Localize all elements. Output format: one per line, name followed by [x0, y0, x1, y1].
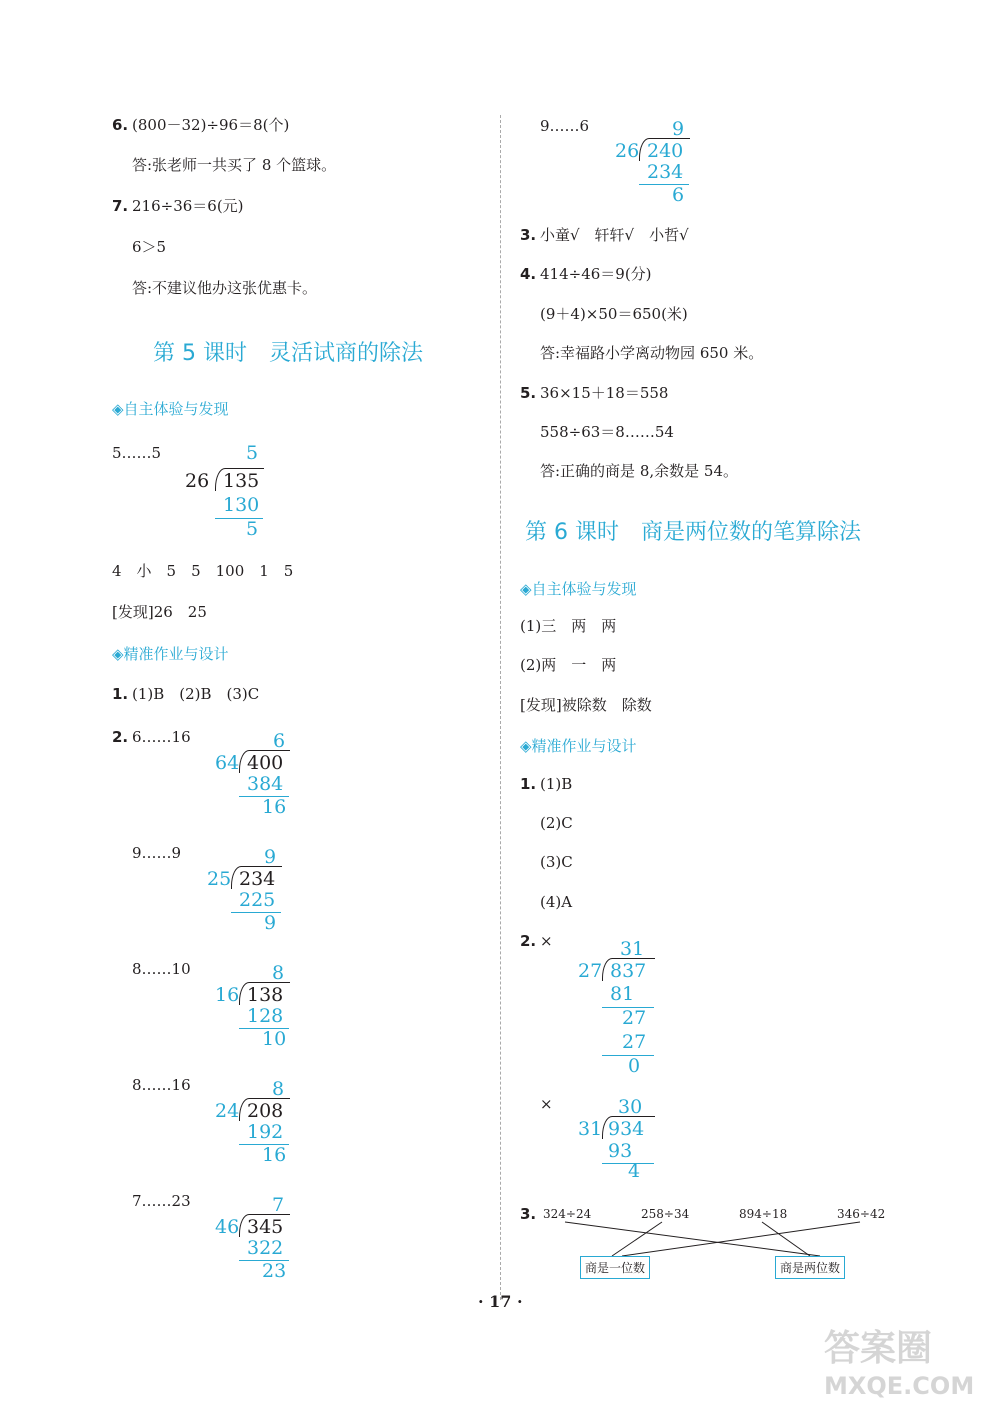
section-homework-right: ◈精准作业与设计: [520, 737, 637, 755]
ld-subtract1: 81: [610, 983, 635, 1005]
ld-remainder: 4: [628, 1160, 641, 1182]
ld-remainder: 0: [628, 1055, 641, 1077]
q6-answer: 答:张老师一共买了 8 个篮球。: [132, 156, 337, 174]
ld-quotient: 8: [272, 1078, 285, 1100]
ld-subtract: 192: [247, 1121, 284, 1143]
fill-line: 4 小 5 5 100 1 5: [112, 562, 294, 580]
ld-dividend: 400: [247, 752, 284, 774]
ld-quotient: 7: [272, 1194, 285, 1216]
explore-1: (1)三 两 两: [520, 617, 617, 635]
ld0-quotient: 5: [246, 442, 259, 464]
svg-text:MXQE.COM: MXQE.COM: [824, 1372, 975, 1400]
box-one-digit: 商是一位数: [580, 1256, 650, 1279]
ld0-divisor: 26: [185, 470, 210, 492]
ld0-dividend: 135: [223, 470, 260, 492]
ld-remainder: 9: [264, 912, 277, 934]
q5-answer: 答:正确的商是 8,余数是 54。: [540, 462, 738, 480]
ld-remainder: 23: [262, 1260, 287, 1282]
ld-dividend: 345: [247, 1216, 284, 1238]
discover-right: [发现]被除数 除数: [520, 696, 652, 714]
ld-remainder: 10: [262, 1028, 287, 1050]
section-homework-left: ◈精准作业与设计: [112, 645, 229, 663]
ld-divisor: 24: [215, 1100, 240, 1122]
wrong-mark: ×: [540, 932, 553, 950]
h2-number: 2.: [520, 932, 537, 950]
ld-subtract: 128: [247, 1005, 284, 1027]
section-explore-right: ◈自主体验与发现: [520, 580, 637, 598]
ld-remainder: 6: [672, 184, 685, 206]
q2-number: 2.: [112, 728, 129, 746]
ld-subtract: 225: [239, 889, 276, 911]
ld-subtract2: 27: [622, 1031, 647, 1053]
h3-number: 3.: [520, 1205, 537, 1223]
ld-quotient: 9: [672, 118, 685, 140]
q3-answer: 小童√ 轩轩√ 小哲√: [540, 226, 689, 244]
division-result: 8……16: [132, 1076, 191, 1094]
ld0-subtract: 130: [223, 494, 260, 516]
ld-divisor: 46: [215, 1216, 240, 1238]
ld-middle: 27: [622, 1007, 647, 1029]
q3-number: 3.: [520, 226, 537, 244]
q5-expression1: 36×15＋18＝558: [540, 384, 669, 402]
lesson5-title: 第 5 课时 灵活试商的除法: [153, 341, 423, 366]
q4-number: 4.: [520, 265, 537, 283]
match-expr: 894÷18: [739, 1207, 788, 1221]
lesson6-title: 第 6 课时 商是两位数的笔算除法: [525, 520, 861, 545]
ld-dividend: 837: [610, 960, 647, 982]
q7-answer: 答:不建议他办这张优惠卡。: [132, 279, 318, 297]
q4-expression2: (9＋4)×50＝650(米): [540, 305, 688, 323]
ld-subtract: 322: [247, 1237, 284, 1259]
explore-2: (2)两 一 两: [520, 656, 617, 674]
division-result: 6……16: [132, 728, 191, 746]
ld-subtract: 93: [608, 1140, 633, 1162]
ld-remainder: 16: [262, 1144, 287, 1166]
q6-number: 6.: [112, 116, 129, 134]
ld-subtract: 384: [247, 773, 284, 795]
q7-expression: 216÷36＝6(元): [132, 197, 244, 215]
discover-left: [发现]26 25: [112, 603, 207, 621]
ld0-remainder: 5: [246, 518, 259, 540]
ld-quotient: 6: [273, 730, 286, 752]
q4-expression1: 414÷46＝9(分): [540, 265, 652, 283]
h1-c: (3)C: [540, 853, 573, 871]
division-result: 7……23: [132, 1192, 191, 1210]
column-divider: [500, 115, 501, 1300]
ld-dividend: 934: [608, 1118, 645, 1140]
q5-number: 5.: [520, 384, 537, 402]
match-expr: 324÷24: [543, 1207, 592, 1221]
matching-lines: [540, 1220, 880, 1260]
ld-dividend: 240: [647, 140, 684, 162]
q7-number: 7.: [112, 197, 129, 215]
page-number: · 17 ·: [478, 1292, 523, 1311]
ld-quotient: 8: [272, 962, 285, 984]
ld0-result: 5……5: [112, 444, 162, 462]
ld-divisor: 26: [615, 140, 640, 162]
q4-answer: 答:幸福路小学离动物园 650 米。: [540, 344, 764, 362]
q6-expression: (800－32)÷96＝8(个): [132, 116, 290, 134]
ld-quotient: 31: [620, 938, 645, 960]
division-result: 9……9: [132, 844, 182, 862]
ld-dividend: 234: [239, 868, 276, 890]
top-result: 9……6: [540, 117, 590, 135]
match-expr: 258÷34: [641, 1207, 690, 1221]
q7-comparison: 6＞5: [132, 238, 167, 256]
ld-dividend: 138: [247, 984, 284, 1006]
q1-answer: (1)B (2)B (3)C: [132, 685, 260, 703]
ld-dividend: 208: [247, 1100, 284, 1122]
h1-number: 1.: [520, 775, 537, 793]
ld-divisor: 16: [215, 984, 240, 1006]
q1-number: 1.: [112, 685, 129, 703]
box-two-digit: 商是两位数: [775, 1256, 845, 1279]
section-explore-left: ◈自主体验与发现: [112, 400, 229, 418]
ld-divisor: 31: [578, 1118, 603, 1140]
ld-remainder: 16: [262, 796, 287, 818]
ld-divisor: 27: [578, 960, 603, 982]
ld-quotient: 9: [264, 846, 277, 868]
ld-subtract: 234: [647, 161, 684, 183]
watermark-logo: [820, 1320, 990, 1400]
wrong-mark: ×: [540, 1095, 553, 1113]
q5-expression2: 558÷63＝8……54: [540, 423, 674, 441]
h1-a: (1)B: [540, 775, 573, 793]
h1-d: (4)A: [540, 893, 573, 911]
h1-b: (2)C: [540, 814, 573, 832]
ld-quotient: 30: [618, 1096, 643, 1118]
ld-divisor: 25: [207, 868, 232, 890]
svg-text:答案圈: 答案圈: [824, 1328, 933, 1369]
match-expr: 346÷42: [837, 1207, 886, 1221]
division-result: 8……10: [132, 960, 191, 978]
ld-divisor: 64: [215, 752, 240, 774]
